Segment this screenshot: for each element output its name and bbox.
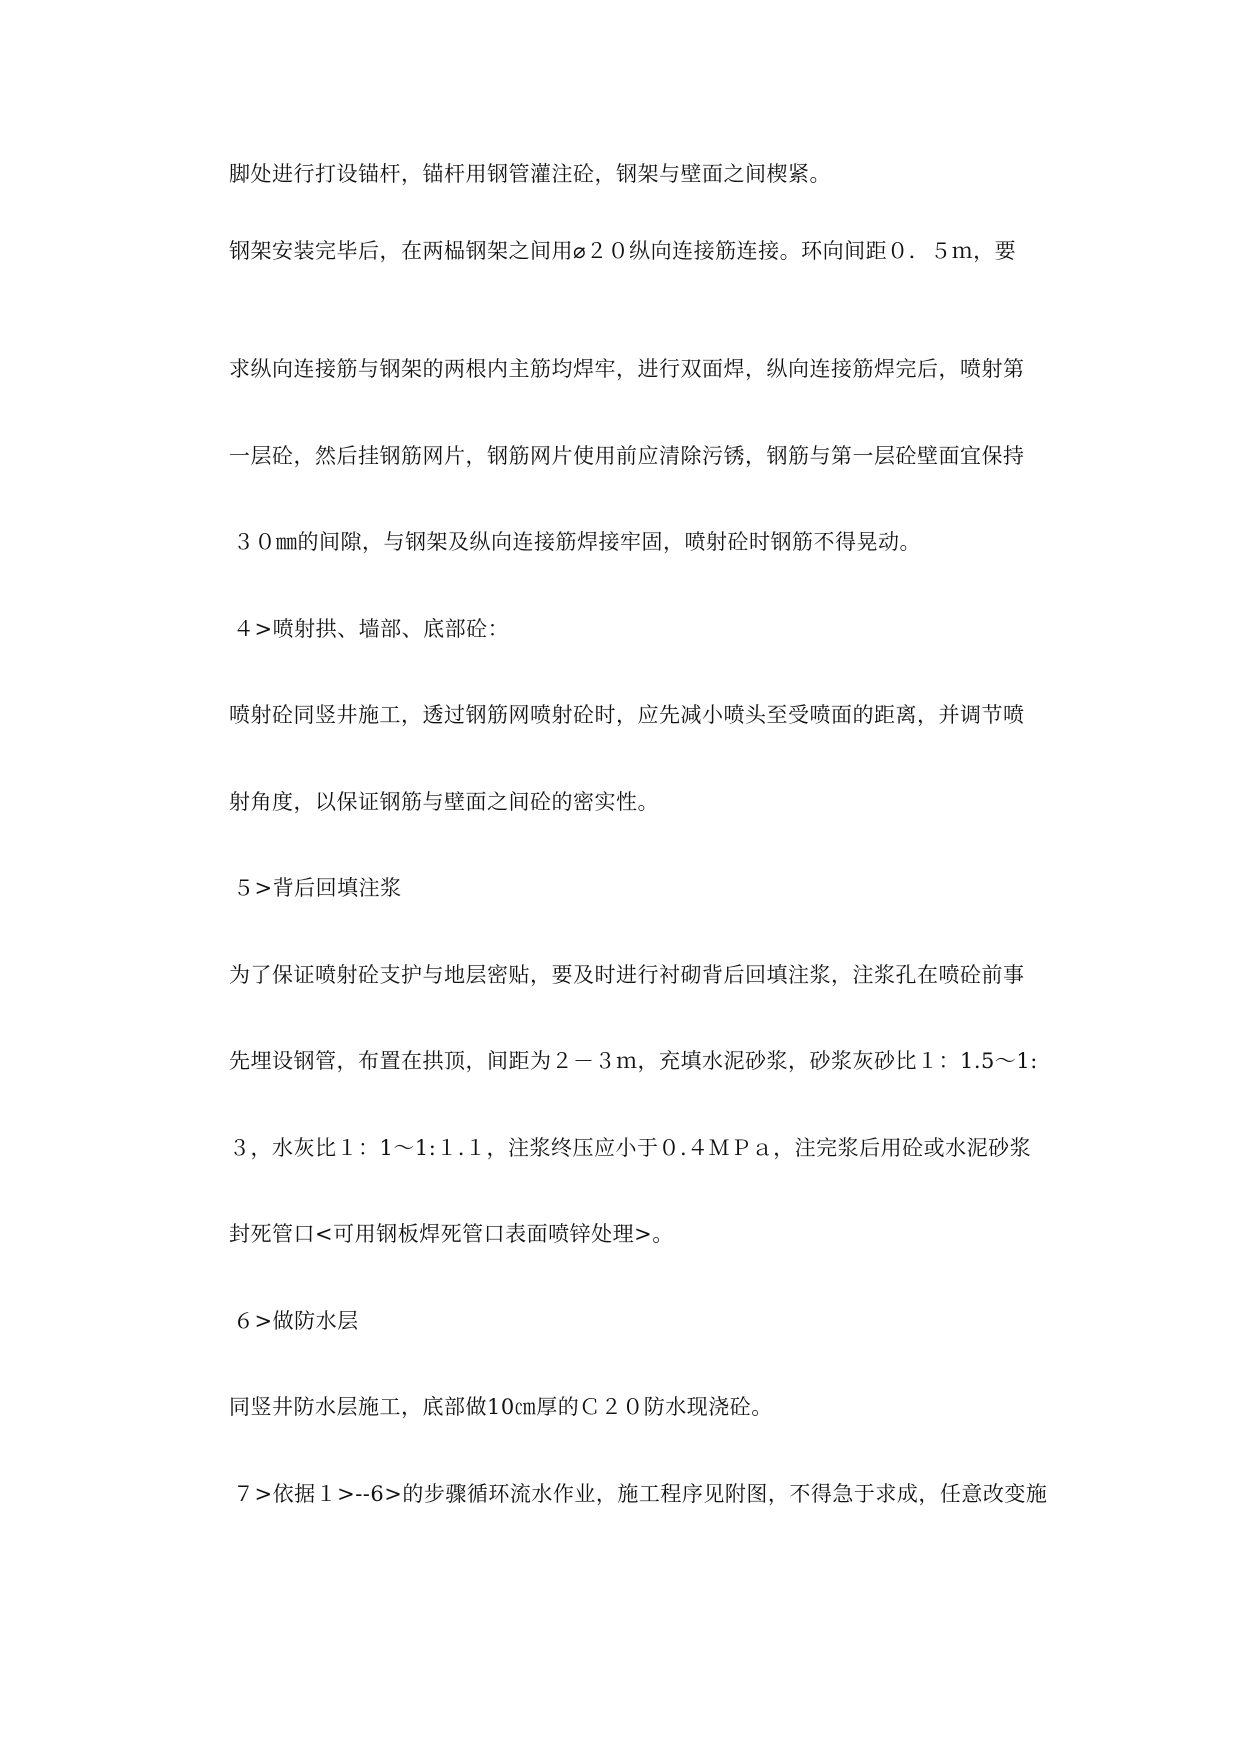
paragraph-line: ３０㎜的间隙，与钢架及纵向连接筋焊接牢固，喷射砼时钢筋不得晃动。 [233,530,921,554]
paragraph-line: 封死管口<可用钢板焊死管口表面喷锌处理>。 [229,1222,674,1246]
paragraph-line: 脚处进行打设锚杆，锚杆用钢管灌注砼，钢架与壁面之间楔紧。 [229,162,831,186]
paragraph-line: 射角度，以保证钢筋与壁面之间砼的密实性。 [229,790,659,814]
paragraph-line: 为了保证喷射砼支护与地层密贴，要及时进行衬砌背后回填注浆，注浆孔在喷砼前事 [229,963,1025,987]
section-heading: ５>背后回填注浆 [233,876,402,900]
paragraph-line: 喷射砼同竖井施工，透过钢筋网喷射砼时，应先减小喷头至受喷面的距离，并调节喷 [229,703,1025,727]
paragraph-line: ３，水灰比１：1～1:１.１，注浆终压应小于０.４ＭＰａ，注完浆后用砼或水泥砂浆 [229,1136,1032,1160]
paragraph-line: ７>依据１>--6>的步骤循环流水作业，施工程序见附图，不得急于求成，任意改变施 [233,1482,1048,1506]
paragraph-line: 求纵向连接筋与钢架的两根内主筋均焊牢，进行双面焊，纵向连接筋焊完后，喷射第 [229,357,1025,381]
section-heading: ４>喷射拱、墙部、底部砼： [233,617,510,641]
paragraph-line: 先埋设钢管，布置在拱顶，间距为２－３ｍ，充填水泥砂浆，砂浆灰砂比１：1.5～1: [229,1049,1038,1073]
paragraph-line: 一层砼，然后挂钢筋网片，钢筋网片使用前应清除污锈，钢筋与第一层砼壁面宜保持 [229,444,1025,468]
section-heading: ６>做防水层 [233,1309,359,1333]
paragraph-line: 钢架安装完毕后，在两榀钢架之间用⌀２０纵向连接筋连接。环向间距０．５ｍ，要 [229,239,1017,263]
paragraph-line: 同竖井防水层施工，底部做10㎝厚的Ｃ２０防水现浇砼。 [229,1395,773,1419]
